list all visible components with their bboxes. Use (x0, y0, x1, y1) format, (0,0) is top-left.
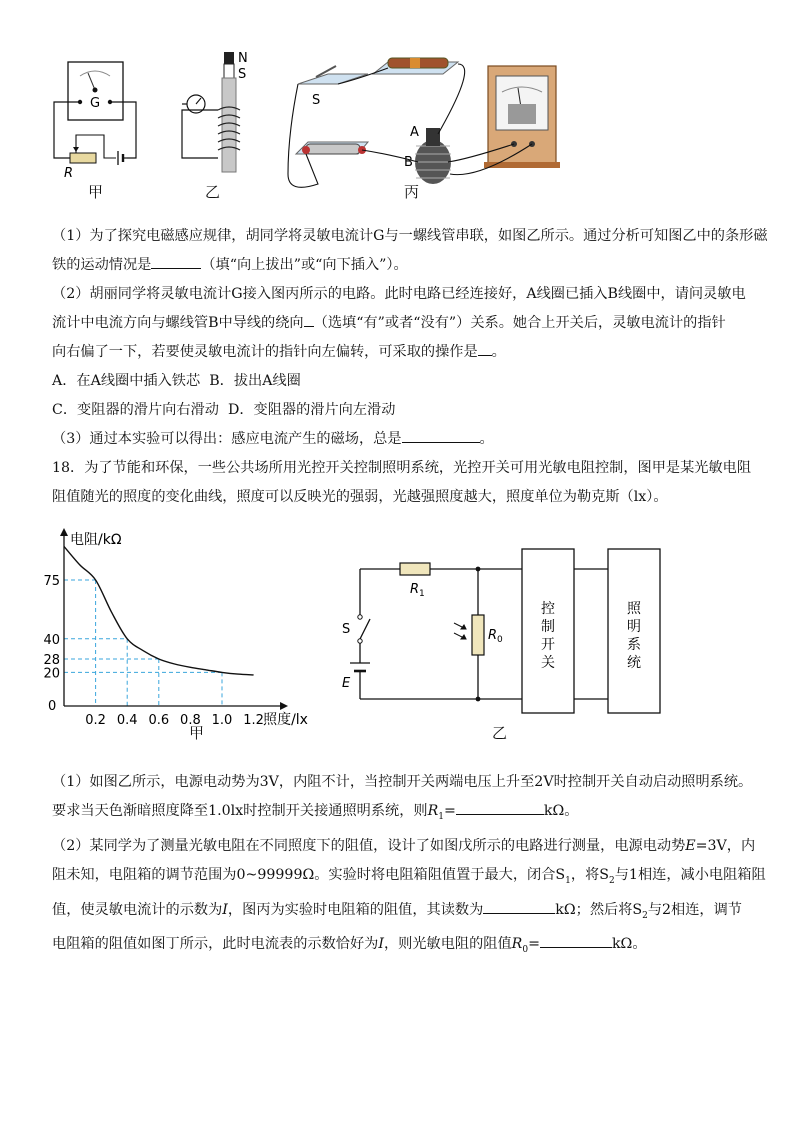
x-tick-label: 0.6 (148, 713, 170, 728)
q17-3-blank[interactable] (402, 428, 480, 443)
q18-2-line3d: 与2相连，调节 (647, 901, 742, 918)
x-tick-label: 0.2 (85, 713, 106, 728)
y-axis-arrow (60, 528, 68, 536)
origin-label: 0 (48, 699, 57, 714)
option-a[interactable]: A．在A线圈中插入铁芯 (52, 373, 201, 389)
r1-label: $R_1$ (410, 582, 425, 599)
q17-1-suffix: （填“向上拔出”或“向下插入”）。 (201, 257, 408, 273)
x-ticks (85, 713, 264, 728)
q18-2-line3b: ，图丙为实验时电阻箱的阻值，其读数为 (227, 901, 484, 918)
y-tick-label: 28 (43, 652, 60, 668)
q17-options-ab (52, 367, 772, 396)
magnet-south (224, 64, 234, 78)
resistor-label: R (64, 166, 74, 181)
option-c[interactable]: C．变阻器的滑片向右滑动 (52, 402, 219, 418)
figure-jia (40, 40, 150, 190)
chart-caption: 甲 (189, 724, 205, 742)
q17-1-blank[interactable] (151, 254, 201, 269)
q17-3-suffix: 。 (479, 431, 494, 447)
q17-1-text: （1）为了探究电磁感应规律，胡同学将灵敏电流计G与一螺线管串联，如图乙所示。通过分析可知图乙中的条形磁铁的运动情况是 (52, 228, 768, 273)
q17-2-line1: （2）胡丽同学将灵敏电流计G接入图丙所示的电路。此时电路已经连接好，A线圈已插入B线圈中，请问灵敏电 (52, 286, 746, 302)
q18-2-line2: 阻未知，电阻箱的调节范围为0~99999Ω。实验时将电阻箱阻值置于最大，闭合S (52, 866, 566, 883)
option-b[interactable]: B．拔出A线圈 (209, 373, 301, 389)
figure-bing (278, 44, 568, 194)
q18-2-line3-var: I (222, 901, 228, 918)
resistor-r1 (400, 563, 430, 575)
y-axis-label: 电阻/kΩ (70, 532, 122, 548)
x-tick-label: 0.8 (180, 713, 201, 728)
q18-2-blank-a[interactable] (483, 899, 555, 914)
rheostat (70, 153, 96, 163)
q18-intro (52, 454, 772, 512)
q18-2-line4-sub: 0 (522, 945, 529, 956)
q17-2 (52, 280, 772, 367)
coil-b-label: B (404, 155, 413, 170)
caption-yi: 乙 (205, 183, 221, 201)
meter-label: G (89, 96, 101, 111)
magnet-north (224, 52, 234, 64)
y-ticks (43, 574, 60, 681)
lighting-char-2: 明 (627, 619, 641, 635)
q17-2-blank-b[interactable] (478, 341, 492, 356)
q18-2-line4-unit: kΩ。 (611, 936, 647, 953)
q18-intro-line1: 18．为了节能和环保，一些公共场所用光控开关控制照明系统，光控开关可用光敏电阻控制，图甲是某光敏电阻 (52, 460, 752, 476)
q18-2-line4a: 电阻箱的阻值如图丁所示，此时电流表的示数恰好为 (52, 936, 379, 953)
q18-2 (52, 832, 772, 965)
q17-options-cd (52, 396, 772, 425)
x-tick-label: 1.0 (211, 713, 233, 728)
q18-2-line3-sub: 2 (642, 910, 648, 921)
q18-2-line4-var2: R (511, 936, 523, 953)
lighting-char-3: 系 (627, 637, 641, 653)
caption-jia: 甲 (88, 183, 104, 201)
q17-2-line3a: 向右偏了一下，若要使灵敏电流计的指针向左偏转，可采取的操作是 (52, 344, 478, 360)
coil-a-label: A (410, 125, 419, 140)
y-tick-label: 75 (43, 574, 60, 589)
q18-2-line2b: ，将S (570, 866, 609, 883)
rheostat-bottom (306, 144, 360, 154)
figure-yi (168, 48, 258, 178)
coil-a (426, 128, 440, 146)
control-char-4: 关 (541, 655, 555, 671)
caption-circuit-yi: 乙 (492, 724, 508, 742)
q18-1-line1: （1）如图乙所示，电源电动势为3V，内阻不计，当控制开关两端电压上升至2V时控制开关自动启动照明系统。 (52, 774, 753, 790)
q18-1-blank[interactable] (456, 800, 544, 815)
section-18-questions (52, 768, 772, 965)
q18-2-line2-sub2: 2 (609, 875, 615, 886)
caption-bing: 丙 (404, 183, 420, 201)
figure-circuit-yi (330, 545, 680, 725)
q18-2-line2c: 与1相连，减小电阻箱阻 (614, 866, 766, 883)
switch-s-label: S (342, 622, 351, 637)
north-label: N (238, 51, 248, 66)
lighting-char-1: 照 (627, 601, 641, 617)
q18-2-blank-b[interactable] (540, 933, 612, 948)
q17-3 (52, 425, 772, 454)
q17-2-line3b: 。 (491, 344, 506, 360)
control-char-2: 制 (541, 619, 555, 635)
q18-1-unit: kΩ。 (543, 803, 579, 819)
q18-intro-line2: 阻值随光的照度的变化曲线，照度可以反映光的强弱，光越强照度越大，照度单位为勒克斯（lx）。 (52, 489, 668, 505)
q18-2-line3c: kΩ；然后将S (555, 901, 643, 918)
q17-3-text: （3）通过本实验可以得出：感应电流产生的磁场，总是 (52, 431, 402, 447)
solenoid-core (222, 78, 236, 172)
q18-1 (52, 768, 772, 832)
q17-2-line2b: （选填“有”或者“没有”）关系。她合上开关后，灵敏电流计的指针 (313, 315, 726, 331)
q18-2-line1-var: E (685, 837, 696, 854)
resistance-illuminance-chart (40, 528, 340, 748)
chart-curve (64, 546, 254, 675)
r0-label: $R_0$ (488, 628, 503, 645)
control-char-3: 开 (541, 637, 555, 653)
section-17 (52, 222, 772, 512)
chart-guides (64, 580, 222, 706)
q17-1-line1 (52, 222, 772, 280)
q18-2-line3a: 值，使灵敏电流计的示数为 (52, 901, 223, 918)
q18-2-line1a: （2）某同学为了测量光敏电阻在不同照度下的阻值，设计了如图戊所示的电路进行测量，电源电动势 (52, 837, 686, 854)
switch-label: S (312, 93, 321, 108)
q17-2-blank-a[interactable] (304, 312, 314, 327)
source-e-label: E (342, 676, 351, 691)
switch-s[interactable] (360, 619, 370, 639)
lighting-char-4: 统 (627, 655, 641, 671)
control-char-1: 控 (541, 601, 555, 617)
photoresistor-r0 (472, 615, 484, 655)
q18-2-line2-sub: 1 (565, 875, 571, 886)
q18-2-line4c: = (528, 936, 540, 953)
q18-2-line1b: =3V，内 (695, 837, 756, 854)
q18-1-line2: 要求当天色渐暗照度降至1.0lx时控制开关接通照明系统，则 (52, 803, 428, 819)
y-tick-label: 40 (43, 632, 60, 648)
south-label: S (238, 67, 247, 82)
q17-2-line2a: 流计中电流方向与螺线管B中导线的绕向 (52, 315, 304, 331)
q18-1-var: R (427, 803, 439, 819)
q18-2-line4-var: I (378, 936, 384, 953)
x-axis-label: 照度/lx (263, 712, 308, 728)
y-tick-label: 20 (43, 666, 60, 682)
q18-1-eq: = (444, 803, 456, 819)
light-arrows-icon (454, 623, 466, 639)
x-tick-label: 1.2 (243, 713, 264, 728)
x-tick-label: 0.4 (116, 713, 138, 728)
q18-2-line4b: ，则光敏电阻的阻值 (383, 936, 512, 953)
x-axis-arrow (280, 702, 288, 710)
option-d[interactable]: D．变阻器的滑片向左滑动 (227, 402, 396, 418)
q18-1-sub: 1 (438, 811, 445, 822)
